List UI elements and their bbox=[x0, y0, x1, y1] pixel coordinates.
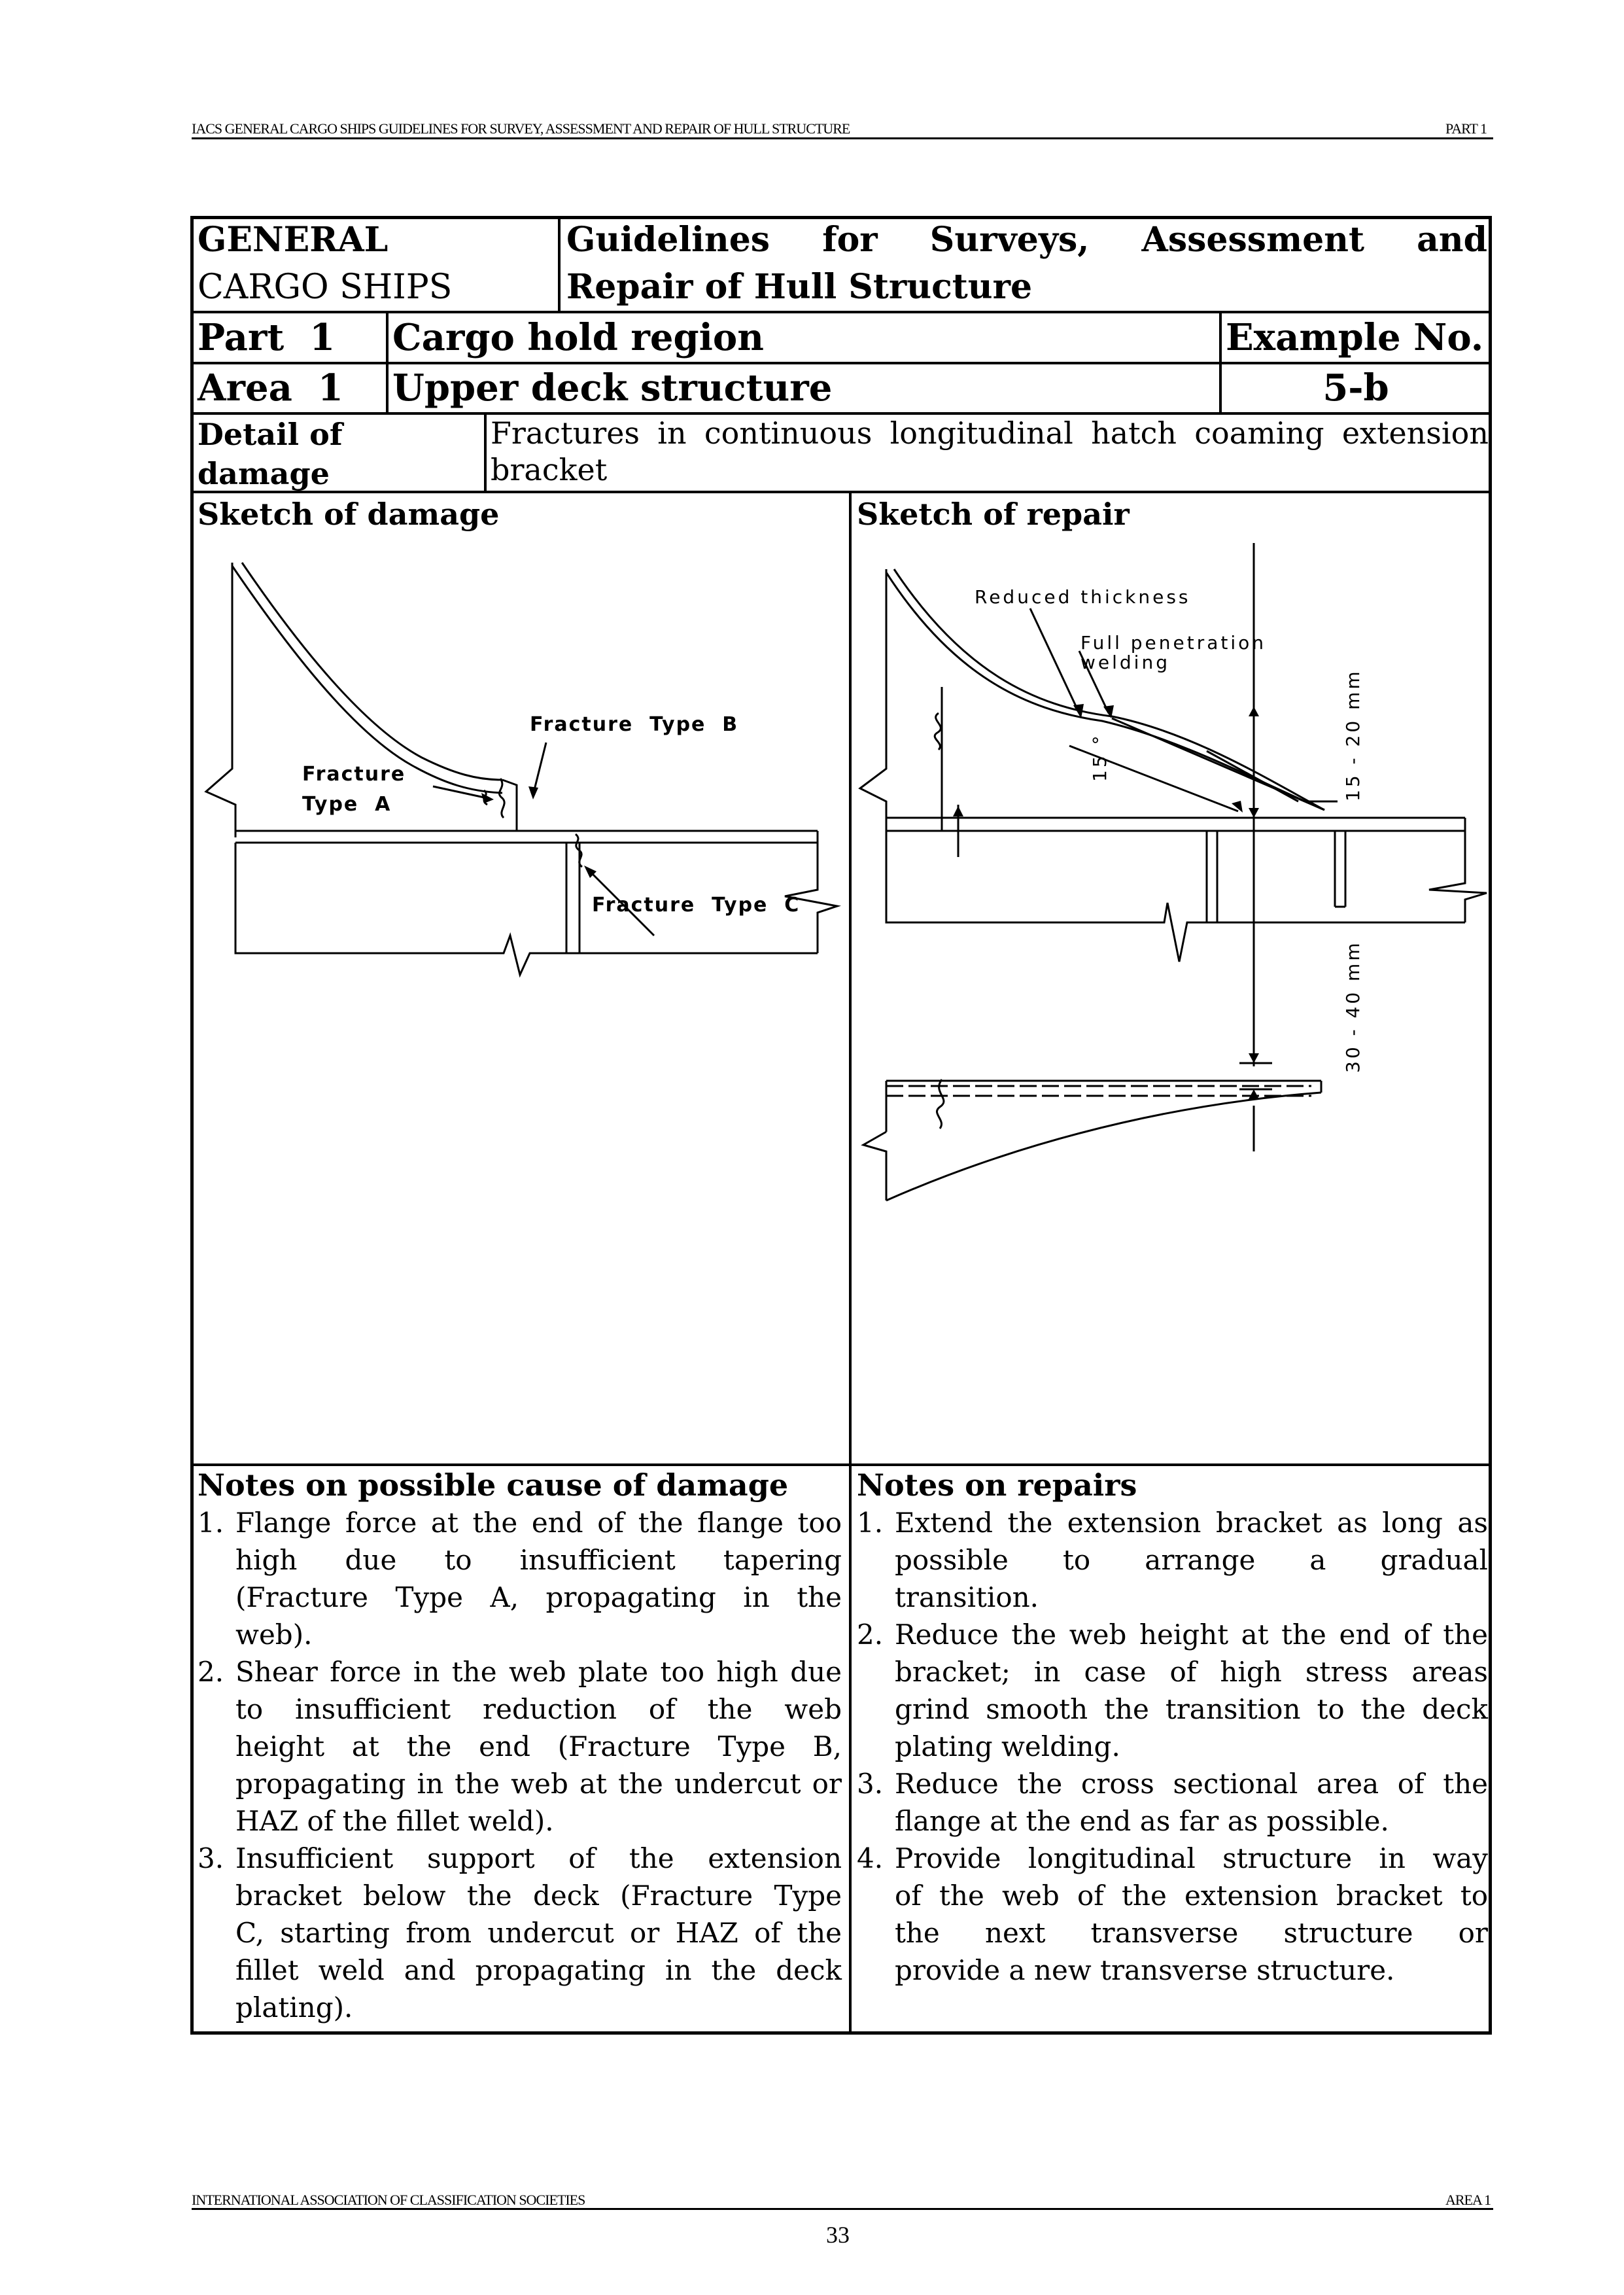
full-penetration-label-1: Full penetration bbox=[1080, 632, 1267, 654]
guidelines-word: Surveys, bbox=[929, 220, 1090, 260]
detail-word: hatch bbox=[1091, 415, 1177, 451]
detail-word: longitudinal bbox=[890, 415, 1073, 451]
notes-repair-heading: Notes on repairs bbox=[857, 1467, 1137, 1503]
repair-line: grind smooth the transition to the deck bbox=[895, 1693, 1488, 1725]
reduced-thickness-label: Reduced thickness bbox=[975, 586, 1191, 608]
cause-line: web). bbox=[235, 1619, 313, 1651]
cause-line: Insufficient support of the extension bbox=[235, 1842, 842, 1874]
ship-type-line2: CARGO SHIPS bbox=[198, 268, 453, 307]
notes-cause-heading: Notes on possible cause of damage bbox=[198, 1467, 789, 1503]
detail-label-1: Detail of bbox=[198, 417, 343, 452]
detail-word: in bbox=[657, 415, 687, 451]
repair-item-number: 2. bbox=[857, 1619, 884, 1651]
cause-line: propagating in the web at the undercut or bbox=[235, 1768, 842, 1800]
cause-line: height at the end (Fracture Type B, bbox=[235, 1730, 842, 1762]
repair-item-4 bbox=[857, 1840, 1488, 1989]
full-penetration-label-2: welding bbox=[1080, 652, 1170, 673]
cause-line: plating). bbox=[235, 1991, 353, 2023]
cause-item-number: 2. bbox=[198, 1656, 224, 1688]
rule-row4 bbox=[190, 491, 1492, 493]
part-value: Cargo hold region bbox=[392, 316, 764, 359]
repair-item-2 bbox=[857, 1616, 1488, 1765]
notes-cause-list bbox=[198, 1504, 842, 2026]
repair-line: possible to arrange a gradual bbox=[895, 1544, 1488, 1576]
example-label: Example No. bbox=[1226, 316, 1484, 359]
running-header-right: PART 1 bbox=[1445, 120, 1487, 137]
detail-word: Fractures bbox=[491, 415, 640, 451]
dim-15-20-label: 15 - 20 mm bbox=[1342, 669, 1364, 801]
cause-line: bracket below the deck (Fracture Type bbox=[235, 1880, 842, 1912]
sketch-repair-heading: Sketch of repair bbox=[857, 497, 1130, 532]
cause-item-number: 3. bbox=[198, 1842, 224, 1874]
repair-item-number: 3. bbox=[857, 1768, 884, 1800]
sketch-damage-heading: Sketch of damage bbox=[198, 497, 500, 532]
footer-left: INTERNATIONAL ASSOCIATION OF CLASSIFICATION SOCIETIES bbox=[192, 2192, 585, 2208]
repair-line: Reduce the cross sectional area of the bbox=[895, 1768, 1488, 1800]
part-label: Part 1 bbox=[198, 316, 336, 359]
running-header-left: IACS GENERAL CARGO SHIPS GUIDELINES FOR SURVEY, ASSESSMENT AND REPAIR OF HULL STRUCTURE bbox=[192, 120, 850, 137]
repair-line: bracket; in case of high stress areas bbox=[895, 1656, 1488, 1688]
damage-sketch bbox=[196, 543, 848, 1014]
detail-word: extension bbox=[1341, 415, 1489, 451]
cause-item-3 bbox=[198, 1840, 842, 2026]
cause-line: Flange force at the end of the flange too bbox=[235, 1507, 842, 1539]
fracture-b-label: Fracture Type B bbox=[530, 713, 739, 736]
guidelines-word: for bbox=[822, 220, 878, 260]
repair-line: plating welding. bbox=[895, 1730, 1120, 1762]
cause-item-number: 1. bbox=[198, 1507, 224, 1539]
page-number: 33 bbox=[826, 2222, 850, 2248]
guidelines-line1 bbox=[566, 218, 1487, 262]
cause-line: Shear force in the web plate too high due bbox=[235, 1656, 842, 1688]
cause-line: HAZ of the fillet weld). bbox=[235, 1805, 554, 1837]
detail-word: coaming bbox=[1194, 415, 1324, 451]
angle-label: 15 ° bbox=[1089, 733, 1111, 782]
guidelines-word: Guidelines bbox=[566, 220, 770, 260]
example-value: 5-b bbox=[1322, 366, 1389, 410]
repair-line: the next transverse structure or bbox=[895, 1917, 1488, 1949]
fracture-c-label: Fracture Type C bbox=[592, 894, 801, 917]
cause-line: (Fracture Type A, propagating in the bbox=[235, 1581, 842, 1613]
area-label: Area 1 bbox=[198, 366, 343, 410]
fracture-a-label-2: Type A bbox=[302, 793, 392, 816]
vrule-part bbox=[386, 311, 389, 414]
repair-item-1 bbox=[857, 1504, 1488, 1616]
guidelines-word: Assessment bbox=[1141, 220, 1364, 260]
cause-line: C, starting from undercut or HAZ of the bbox=[235, 1917, 842, 1949]
repair-line: Extend the extension bracket as long as bbox=[895, 1507, 1488, 1539]
repair-item-3 bbox=[857, 1765, 1488, 1840]
vrule-detail bbox=[484, 412, 487, 492]
guidelines-word: and bbox=[1417, 220, 1487, 260]
cause-line: high due to insufficient tapering bbox=[235, 1544, 842, 1576]
detail-word: continuous bbox=[704, 415, 872, 451]
footer-right: AREA 1 bbox=[1445, 2192, 1491, 2208]
repair-item-number: 1. bbox=[857, 1507, 884, 1539]
rule-notes bbox=[190, 1463, 1492, 1466]
guidelines-line2: Repair of Hull Structure bbox=[566, 267, 1033, 307]
cause-line: fillet weld and propagating in the deck bbox=[235, 1954, 842, 1986]
vrule-title bbox=[558, 216, 561, 313]
detail-line1 bbox=[491, 415, 1489, 451]
fracture-a-label-1: Fracture bbox=[302, 763, 406, 786]
cause-line: to insufficient reduction of the web bbox=[235, 1693, 842, 1725]
ship-type-line1: GENERAL bbox=[198, 220, 389, 260]
detail-label-2: damage bbox=[198, 456, 330, 491]
dim-30-40-label: 30 - 40 mm bbox=[1342, 940, 1364, 1073]
vrule-center bbox=[849, 491, 852, 2035]
repair-line: flange at the end as far as possible. bbox=[895, 1805, 1389, 1837]
header-rule bbox=[192, 137, 1493, 139]
cause-item-2 bbox=[198, 1653, 842, 1840]
notes-repair-list bbox=[857, 1504, 1488, 1989]
repair-line: transition. bbox=[895, 1581, 1039, 1613]
area-value: Upper deck structure bbox=[392, 366, 833, 410]
repair-line: Reduce the web height at the end of the bbox=[895, 1619, 1488, 1651]
repair-line: Provide longitudinal structure in way bbox=[895, 1842, 1488, 1874]
repair-line: of the web of the extension bracket to bbox=[895, 1880, 1488, 1912]
repair-line: provide a new transverse structure. bbox=[895, 1954, 1395, 1986]
repair-item-number: 4. bbox=[857, 1842, 884, 1874]
cause-item-1 bbox=[198, 1504, 842, 1653]
detail-line2: bracket bbox=[491, 452, 608, 487]
